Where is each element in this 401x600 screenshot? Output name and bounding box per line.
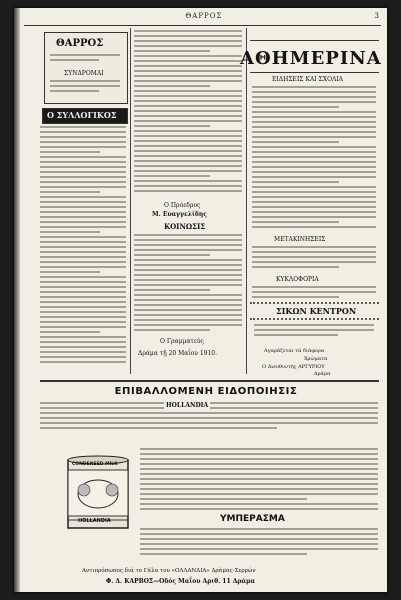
page-gutter [14,8,20,592]
masthead-title: ΑΘΗΜΕΡΙΝΑ [240,48,382,69]
advert-footer-line-2: Φ. Δ. ΚΑΡΒΟΣ—Οδός Μαΐου Αριθ. 11 Δράμα [106,578,255,585]
middle-article-text-2 [134,234,242,334]
ad-border-mid [250,318,379,323]
advert-section-title: ΥΜΠΕΡΑΣΜΑ [220,514,285,524]
column-divider-2 [246,28,247,374]
header-rule [24,25,381,26]
signature-role: Ο Πρόεδρος [164,202,201,209]
section-banner-title: Ο ΣΥΛΛΟΓΙΚΟΣ [47,110,117,120]
ad-box-text [254,324,374,346]
advert-brand: HOLLANDIA [166,402,209,409]
newspaper-page [14,8,387,592]
can-label-top: CONDENSED MILK [72,462,118,467]
notice-title: ΚΟΙΝΩΣΙΣ [164,222,206,231]
running-header [14,8,387,24]
ad-line-3: Ο Διευθυντής ΑΡΓΥΡΙΟΥ [262,364,325,370]
advert-rule-top [40,380,379,382]
column-divider-1 [130,28,131,374]
subhead-movements: ΜΕΤΑΚΙΝΗΣΕΙΣ [274,236,326,243]
ad-line-4: Δράμα [314,371,331,377]
right-article-text-2 [252,246,376,274]
advert-conclusion-text [140,528,378,564]
subhead-news: ΕΙΔΗΣΕΙΣ ΚΑΙ ΣΧΟΛΙΑ [272,76,344,83]
masthead-rule-top [250,40,379,41]
notice-date: Δράμα τῇ 20 Μαΐου 1910. [138,350,218,357]
ad-line-2: Χρώματα [304,356,328,362]
signature-name: Μ. Ευαγγελίδης [152,211,207,218]
page-number: 3 [374,12,379,20]
advert-body-text [140,448,378,512]
right-article-text-1 [252,86,376,232]
advert-footer-line-1: Αντιπρόσωπος διά το Γάλα του «ΟΛΛΑΝΔΙΑ» Δράμας-Σερρών [82,568,256,574]
advert-title: ΕΠΙΒΑΛΛΟΜΕΝΗ ΕΙΔΟΠΟΙΗΣΙΣ [114,386,298,397]
box-title: ΘΑΡΡΟΣ [56,38,104,49]
subhead-circulation: ΚΥΚΛΟΦΟΡΙΑ [276,276,319,283]
signature-secretary: Ο Γραμματεύς [160,338,204,345]
box-text-2 [50,80,120,100]
masthead-rule-bottom [250,72,379,73]
middle-article-text-1 [134,30,242,198]
ad-line-1: Αγαράζεται τά διάφορα [264,348,325,354]
box-subtitle: ΣΥΝΔΡΟΜΑΙ [64,70,104,77]
header-title: ΘΑΡΡΟΣ [185,12,223,20]
can-label-brand: HOLLANDIA [78,518,111,524]
ad-box-title: ΣΙΚΩΝ ΚΕΝΤΡΟΝ [276,306,357,316]
left-article-text [40,126,126,374]
box-text-1 [50,54,120,68]
